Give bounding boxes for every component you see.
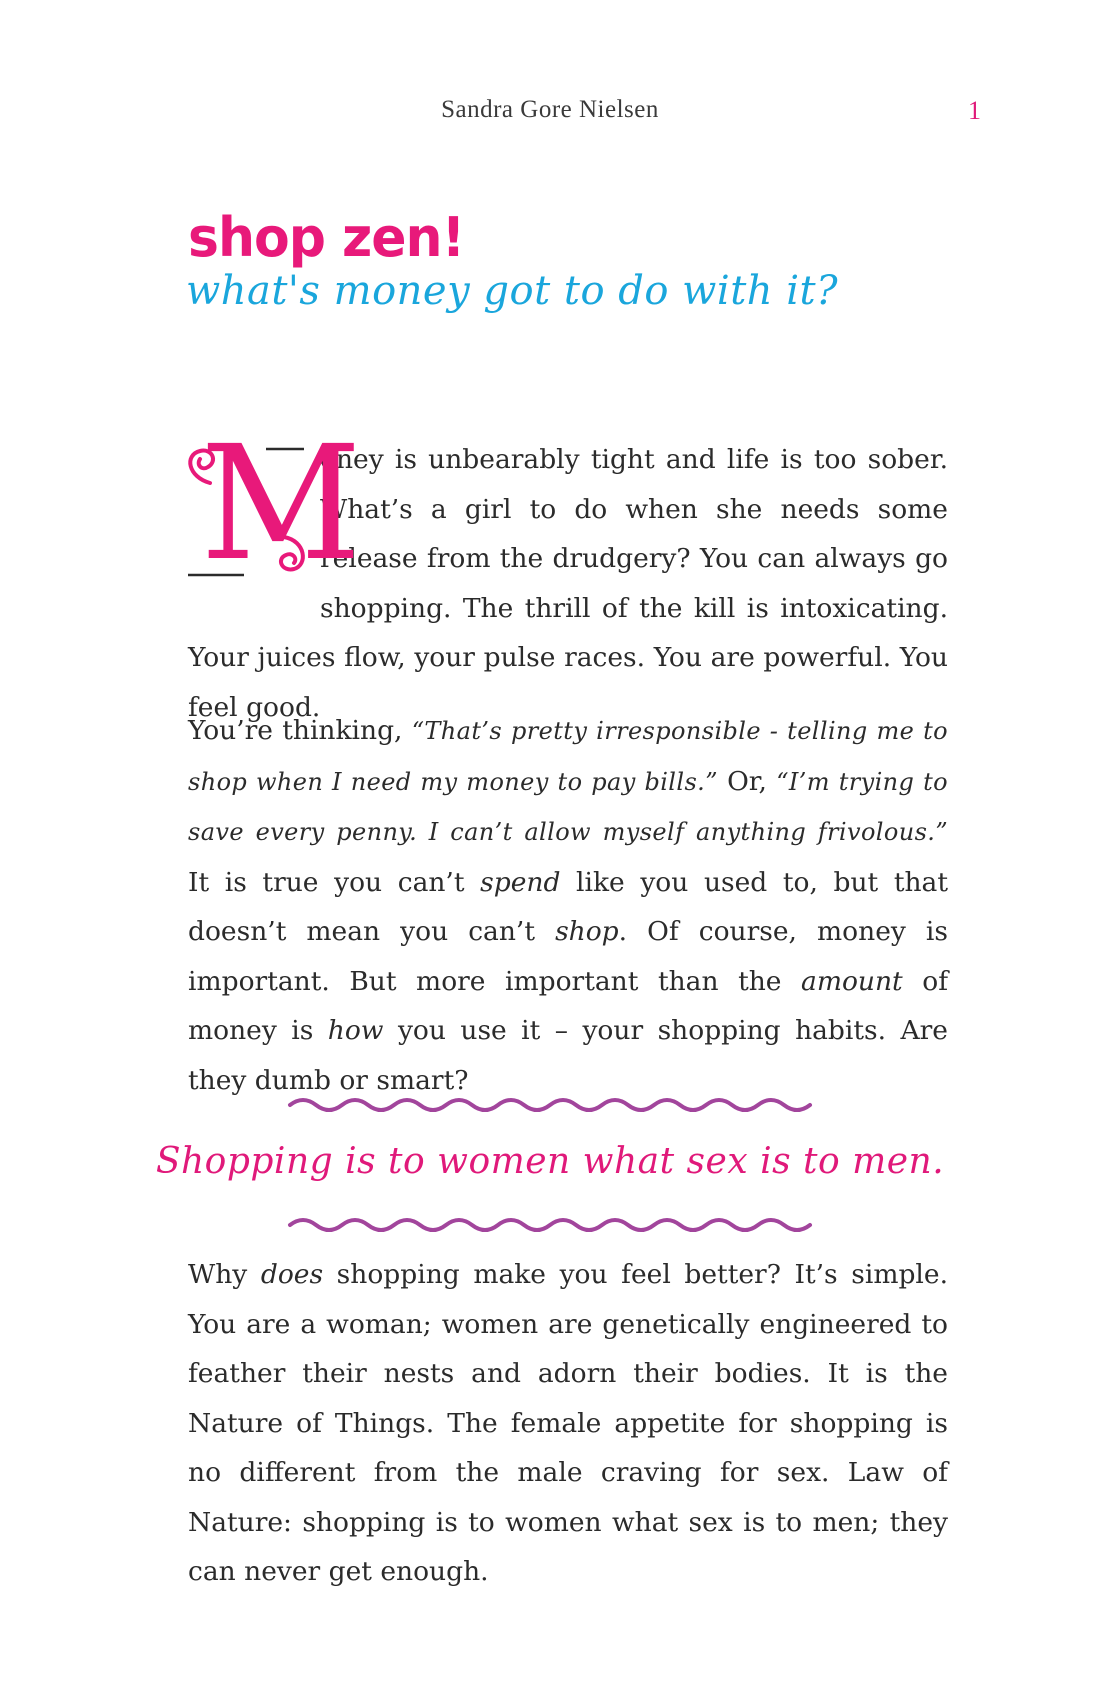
p2-emphasis-how: how xyxy=(327,1015,384,1046)
wave-divider-top xyxy=(286,1095,816,1115)
drop-cap-letter: M xyxy=(200,412,362,596)
paragraph-3 xyxy=(188,1250,948,1597)
wave-divider-bottom xyxy=(286,1215,816,1235)
running-head-author: Sandra Gore Nielsen xyxy=(441,96,659,123)
paragraph-2 xyxy=(188,706,948,1105)
page-number: 1 xyxy=(968,96,981,125)
paragraph-1 xyxy=(188,412,948,732)
p2-emphasis-amount: amount xyxy=(801,965,903,997)
p2-text-5: . Of course, money is important. But more important than the xyxy=(188,916,948,997)
p2-text-7: you use it – your shopping habits. Are they dumb or smart? xyxy=(188,1015,948,1096)
pull-quote: Shopping is to women what sex is to men. xyxy=(155,1141,945,1182)
chapter-title: shop zen! xyxy=(188,206,465,270)
p2-text-4: like you used to, but that doesn’t mean you can’t xyxy=(188,866,948,947)
p2-text-2: Or, xyxy=(717,765,777,797)
p2-text-1: You’re thinking, xyxy=(188,715,412,746)
p3-text-1: Why xyxy=(188,1259,261,1290)
paragraph-1-text: oney is unbearably tight and life is too sober. What’s a girl to do when she needs some release from the drudgery? You can always go shopping. The thrill of the kill is intoxicating. Your juices flow, your pulse races. You are powerful. You feel good. xyxy=(188,444,948,723)
p2-text-6: of money is xyxy=(188,965,948,1046)
p2-quote-2: “I’m trying to save every penny. I can’t allow myself anything frivolous.” xyxy=(188,767,948,846)
drop-cap xyxy=(182,412,362,596)
p3-text-2: shopping make you feel better? It’s simple. You are a woman; women are genetically engineered to feather their nests and adorn their bodies. It is the Nature of Things. The female appetite for shopping is no different from the male craving for sex. Law of Nature: shopping is to women what sex is to men; they can never get enough. xyxy=(188,1259,948,1587)
p3-emphasis-does: does xyxy=(260,1259,324,1290)
p2-quote-1: “That’s pretty irresponsible - telling me to shop when I need my money to pay bills.” xyxy=(188,717,948,796)
p2-emphasis-spend: spend xyxy=(480,866,561,898)
chapter-subtitle: what's money got to do with it? xyxy=(186,268,839,314)
p2-emphasis-shop: shop xyxy=(555,916,619,947)
p2-text-3: It is true you can’t xyxy=(188,866,481,898)
